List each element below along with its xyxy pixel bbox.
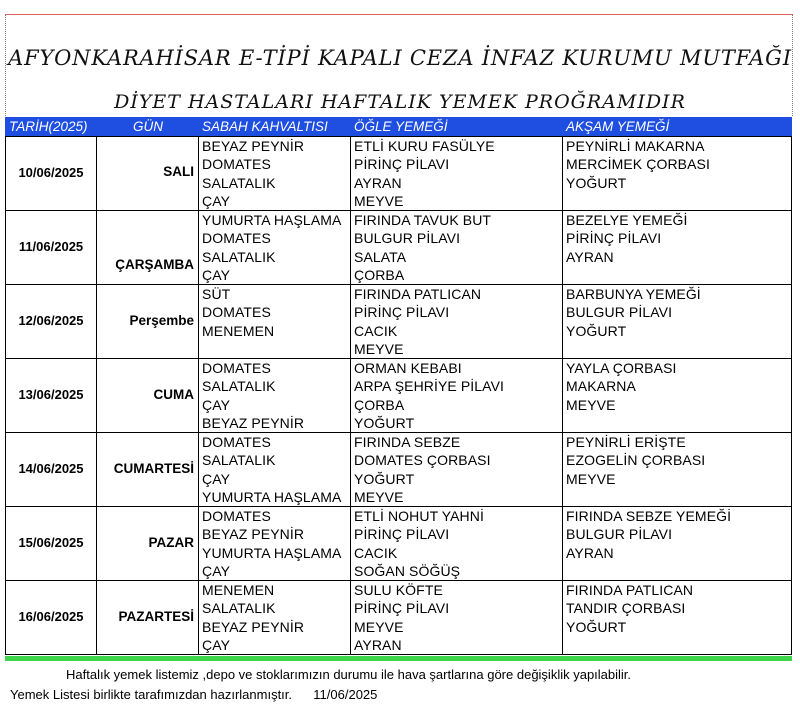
dinner-item: YAYLA ÇORBASI — [566, 360, 677, 376]
dinner-item: MEYVE — [566, 470, 616, 487]
date-cell — [5, 433, 97, 506]
dinner-item: AYRAN — [566, 248, 614, 265]
document-title: AFYONKARAHİSAR E-TİPİ KAPALI CEZA İNFAZ KURUMU MUTFAĞI — [8, 46, 792, 70]
date-cell — [5, 137, 97, 210]
day-text: CUMA — [153, 387, 194, 402]
lunch-item: ETLİ NOHUT YAHNİ — [354, 508, 484, 524]
breakfast-item: DOMATES — [202, 230, 271, 247]
dinner-item: EZOGELİN ÇORBASI — [566, 452, 706, 469]
breakfast-cell — [199, 211, 351, 284]
breakfast-item: YUMURTA HAŞLAMA — [202, 544, 342, 561]
date-text: 11/06/2025 — [18, 239, 84, 254]
dinner-item: YOĞURT — [566, 618, 627, 635]
lunch-item: BULGUR PİLAVI — [354, 230, 461, 247]
breakfast-item: BEYAZ PEYNİR — [202, 414, 305, 431]
dinner-item: AYRAN — [566, 544, 614, 561]
lunch-item: FIRINDA SEBZE — [354, 434, 461, 450]
lunch-item: ARPA ŞEHRİYE PİLAVI — [354, 378, 504, 395]
header-dinner: AKŞAM YEMEĞİ — [566, 119, 670, 134]
table-row — [5, 284, 792, 358]
breakfast-item: DOMATES — [202, 156, 271, 173]
lunch-item: PİRİNÇ PİLAVI — [354, 156, 450, 173]
date-text: 15/06/2025 — [18, 535, 84, 550]
date-cell — [5, 285, 97, 358]
menu-table — [5, 136, 792, 654]
document-subtitle: DİYET HASTALARI HAFTALIK YEMEK PROĞRAMIDIR — [114, 91, 686, 113]
header-day: GÜN — [133, 119, 163, 134]
header-lunch: ÖĞLE YEMEĞİ — [354, 119, 448, 134]
breakfast-item: ÇAY — [202, 636, 231, 653]
day-cell — [97, 581, 199, 654]
breakfast-item: MENEMEN — [202, 582, 275, 598]
dinner-cell — [563, 285, 792, 358]
day-text: SALI — [163, 164, 194, 179]
table-header — [5, 117, 792, 136]
footer-signature — [10, 687, 377, 702]
dinner-cell — [563, 581, 792, 654]
dinner-item: FIRINDA PATLICAN — [566, 582, 694, 598]
dinner-cell — [563, 507, 792, 580]
dinner-item: PİRİNÇ PİLAVI — [566, 230, 662, 247]
day-cell — [97, 137, 199, 210]
lunch-item: ETLİ KURU FASÜLYE — [354, 138, 495, 154]
lunch-cell — [351, 359, 563, 432]
table-row — [5, 432, 792, 506]
dinner-cell — [563, 433, 792, 506]
lunch-item: PİRİNÇ PİLAVI — [354, 304, 450, 321]
dinner-cell — [563, 137, 792, 210]
lunch-cell — [351, 137, 563, 210]
lunch-item: YOĞURT — [354, 470, 415, 487]
breakfast-item: ÇAY — [202, 470, 231, 487]
breakfast-item: BEYAZ PEYNİR — [202, 526, 305, 543]
dinner-item: BARBUNYA YEMEĞİ — [566, 286, 701, 302]
dinner-cell — [563, 211, 792, 284]
dinner-item: MAKARNA — [566, 378, 636, 395]
date-text: 10/06/2025 — [18, 165, 84, 180]
footer-note: Haftalık yemek listemiz ,depo ve stoklarımızın durumu ile hava şartlarına göre değişiklik yapılabilir. — [66, 667, 632, 682]
footer-prepared-text: Yemek Listesi birlikte tarafımızdan hazırlanmıştır. — [10, 687, 293, 702]
green-accent-line — [5, 656, 792, 661]
lunch-item: MEYVE — [354, 488, 404, 505]
lunch-item: YOĞURT — [354, 414, 415, 431]
lunch-item: SALATA — [354, 248, 407, 265]
lunch-item: FIRINDA PATLICAN — [354, 286, 482, 302]
day-cell — [97, 359, 199, 432]
lunch-item: ÇORBA — [354, 396, 405, 413]
day-text: PAZAR — [148, 535, 194, 550]
breakfast-item: ÇAY — [202, 192, 231, 209]
lunch-item: AYRAN — [354, 636, 402, 653]
lunch-item: AYRAN — [354, 174, 402, 191]
breakfast-item: ÇAY — [202, 266, 231, 283]
dinner-item: MEYVE — [566, 396, 616, 413]
breakfast-item: SALATALIK — [202, 174, 276, 191]
lunch-item: PİRİNÇ PİLAVI — [354, 600, 450, 617]
header-date: TARİH(2025) — [9, 119, 88, 134]
date-text: 13/06/2025 — [18, 387, 84, 402]
lunch-cell — [351, 507, 563, 580]
breakfast-cell — [199, 433, 351, 506]
lunch-item: CACIK — [354, 544, 398, 561]
breakfast-item: SALATALIK — [202, 600, 276, 617]
lunch-item: SOĞAN SÖĞÜŞ — [354, 562, 461, 579]
dinner-item: FIRINDA SEBZE YEMEĞİ — [566, 508, 732, 524]
lunch-item: MEYVE — [354, 618, 404, 635]
breakfast-item: ÇAY — [202, 562, 231, 579]
dinner-item: YOĞURT — [566, 322, 627, 339]
lunch-item: FIRINDA TAVUK BUT — [354, 212, 492, 228]
table-row — [5, 136, 792, 210]
date-cell — [5, 359, 97, 432]
dinner-item: MERCİMEK ÇORBASI — [566, 156, 710, 173]
breakfast-item: SALATALIK — [202, 248, 276, 265]
day-text: Perşembe — [129, 313, 194, 328]
day-cell — [97, 211, 199, 284]
table-row — [5, 210, 792, 284]
breakfast-item: SÜT — [202, 286, 231, 302]
lunch-cell — [351, 285, 563, 358]
lunch-item: SULU KÖFTE — [354, 582, 443, 598]
breakfast-cell — [199, 359, 351, 432]
lunch-item: CACIK — [354, 322, 398, 339]
table-row — [5, 358, 792, 432]
breakfast-item: BEYAZ PEYNİR — [202, 618, 305, 635]
lunch-cell — [351, 581, 563, 654]
breakfast-cell — [199, 137, 351, 210]
date-text: 12/06/2025 — [18, 313, 84, 328]
breakfast-item: SALATALIK — [202, 452, 276, 469]
lunch-cell — [351, 211, 563, 284]
lunch-item: ORMAN KEBABI — [354, 360, 462, 376]
lunch-item: DOMATES ÇORBASI — [354, 452, 491, 469]
date-text: 14/06/2025 — [18, 461, 84, 476]
date-cell — [5, 507, 97, 580]
day-cell — [97, 507, 199, 580]
breakfast-item: DOMATES — [202, 304, 271, 321]
breakfast-item: MENEMEN — [202, 322, 275, 339]
dinner-item: BEZELYE YEMEĞİ — [566, 212, 688, 228]
day-text: ÇARŞAMBA — [115, 257, 194, 272]
header-breakfast: SABAH KAHVALTISI — [202, 119, 328, 134]
dinner-item: BULGUR PİLAVI — [566, 526, 673, 543]
dinner-item: BULGUR PİLAVI — [566, 304, 673, 321]
date-cell — [5, 581, 97, 654]
day-cell — [97, 433, 199, 506]
top-border-line — [5, 14, 792, 15]
breakfast-item: DOMATES — [202, 360, 271, 376]
lunch-cell — [351, 433, 563, 506]
breakfast-cell — [199, 581, 351, 654]
lunch-item: MEYVE — [354, 340, 404, 357]
breakfast-item: ÇAY — [202, 396, 231, 413]
dinner-item: PEYNİRLİ ERİŞTE — [566, 434, 686, 450]
dinner-cell — [563, 359, 792, 432]
day-text: CUMARTESİ — [113, 461, 194, 476]
breakfast-item: SALATALIK — [202, 378, 276, 395]
day-text: PAZARTESİ — [118, 609, 194, 624]
breakfast-item: YUMURTA HAŞLAMA — [202, 212, 342, 228]
breakfast-cell — [199, 285, 351, 358]
breakfast-item: DOMATES — [202, 508, 271, 524]
date-text: 16/06/2025 — [18, 609, 84, 624]
breakfast-item: YUMURTA HAŞLAMA — [202, 488, 342, 505]
date-cell — [5, 211, 97, 284]
lunch-item: PİRİNÇ PİLAVI — [354, 526, 450, 543]
breakfast-item: BEYAZ PEYNİR — [202, 138, 305, 154]
table-row — [5, 506, 792, 580]
dinner-item: TANDIR ÇORBASI — [566, 600, 686, 617]
table-bottom-border — [5, 654, 792, 655]
day-cell — [97, 285, 199, 358]
dinner-item: PEYNİRLİ MAKARNA — [566, 138, 705, 154]
breakfast-item: DOMATES — [202, 434, 271, 450]
footer-date: 11/06/2025 — [313, 687, 378, 702]
breakfast-cell — [199, 507, 351, 580]
table-row — [5, 580, 792, 654]
lunch-item: ÇORBA — [354, 266, 405, 283]
lunch-item: MEYVE — [354, 192, 404, 209]
dinner-item: YOĞURT — [566, 174, 627, 191]
